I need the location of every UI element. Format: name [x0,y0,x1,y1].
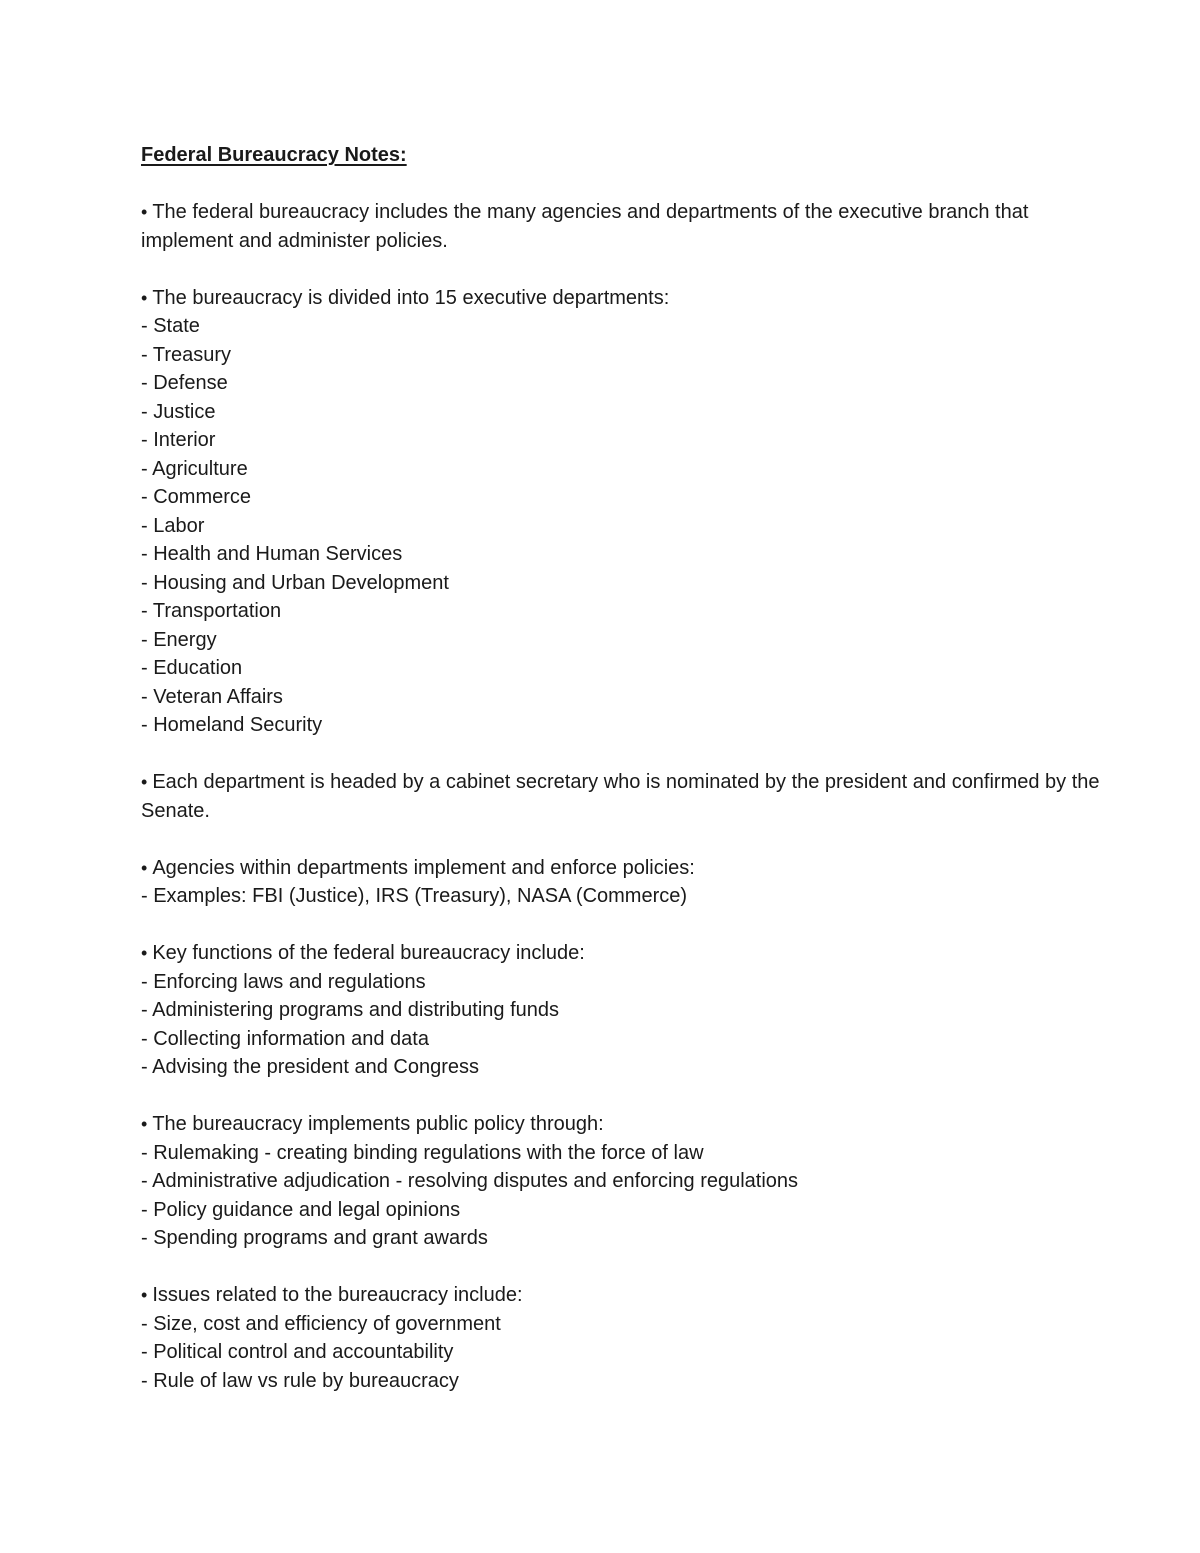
bullet-text: Key functions of the federal bureaucracy include: [152,942,585,964]
list-item: - Spending programs and grant awards [141,1227,488,1249]
list-item: - Examples: FBI (Justice), IRS (Treasury), NASA (Commerce) [141,885,688,907]
list-item: - Homeland Security [141,714,323,736]
note-section [141,284,1101,740]
bullet-dot-icon: • [141,202,153,222]
list-item: - Interior [141,429,216,451]
bullet-dot-icon: • [141,1285,153,1305]
note-section [141,768,1106,825]
list-item: - State [141,315,200,337]
list-item: - Political control and accountability [141,1341,454,1363]
bullet-dot-icon: • [141,857,153,878]
bullet-point [141,768,1106,825]
bullet-text: The bureaucracy implements public policy through: [152,1113,604,1135]
list-item: - Administrative adjudication - resolving disputes and enforcing regulations [141,1170,799,1192]
list-item: - Energy [141,628,217,651]
list-item: - Commerce [141,486,252,508]
note-section [141,1110,1101,1253]
list-item: - Defense [141,372,228,394]
list-item: - Labor [141,514,205,537]
bullet-point [141,1110,1101,1139]
bullet-point [141,198,1101,255]
list-item: - Enforcing laws and regulations [141,970,426,993]
bullet-dot-icon: • [141,287,153,308]
note-section [141,198,1101,255]
list-item: - Veteran Affairs [141,685,283,708]
note-section [141,939,1101,1082]
bullet-text: Issues related to the bureaucracy include: [152,1284,523,1306]
list-item: - Rule of law vs rule by bureaucracy [141,1369,459,1392]
blank-line [141,170,1101,199]
bullet-dot-icon: • [141,943,153,963]
list-item: - Advising the president and Congress [141,1056,479,1078]
bullet-text: The bureaucracy is divided into 15 executive departments: [152,286,670,309]
list-item: - Policy guidance and legal opinions [141,1198,461,1221]
blank-line [141,740,1101,769]
list-item: - Administering programs and distributing funds [141,999,559,1021]
list-item: - Treasury [141,343,232,366]
document-page [141,141,1106,1395]
list-item: - Rulemaking - creating binding regulations with the force of law [141,1141,704,1164]
bullet-point [141,1281,1101,1310]
bullet-dot-icon: • [141,1114,153,1134]
list-item: - Justice [141,400,216,423]
bullet-point [141,284,1101,313]
blank-line [141,255,1101,284]
list-item: - Size, cost and efficiency of government [141,1312,501,1335]
bullet-point [141,854,1101,883]
list-item: - Agriculture [141,457,248,480]
note-section [141,1281,1101,1395]
note-section [141,854,1101,911]
blank-line [141,1253,1101,1282]
list-item: - Housing and Urban Development [141,571,449,594]
bullet-point [141,939,1101,968]
list-item: - Collecting information and data [141,1027,429,1050]
list-item: - Health and Human Services [141,543,403,565]
blank-line [141,1082,1101,1111]
document-title: Federal Bureaucracy Notes: [141,144,407,166]
bullet-text: Agencies within departments implement and enforce policies: [152,856,695,879]
notes-body [141,170,1106,1396]
list-item: - Transportation [141,600,282,622]
blank-line [141,825,1101,854]
list-item: - Education [141,657,243,679]
blank-line [141,911,1101,940]
bullet-text: The federal bureaucracy includes the many agencies and departments of the executive branch that implement and administer policies. [141,201,1034,252]
bullet-dot-icon: • [141,772,153,792]
bullet-text: Each department is headed by a cabinet secretary who is nominated by the president and confirmed by the Senate. [141,771,1106,822]
